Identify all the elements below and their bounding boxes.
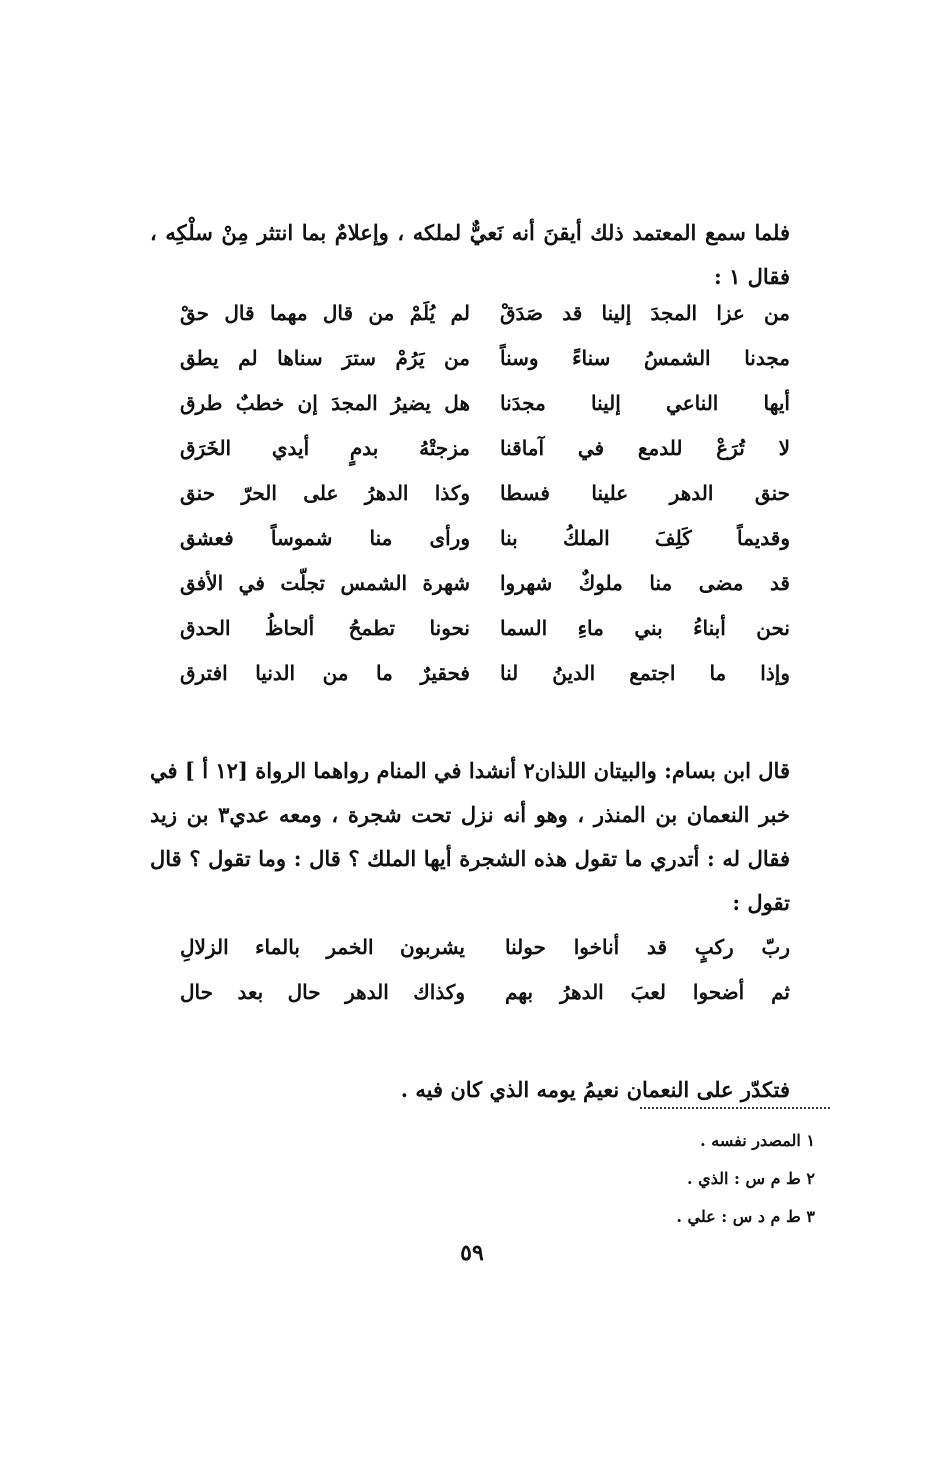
verse-second-hemistich: نحونا تطمحُ ألحاظُ الحدق bbox=[180, 615, 470, 640]
page-number: ٥٩ bbox=[460, 1240, 484, 1266]
poem-second bbox=[180, 924, 790, 1014]
poem-first bbox=[180, 290, 790, 695]
verse-second-hemistich: هل يضيرُ المجدَ إن خطبٌ طرق bbox=[180, 390, 470, 415]
verse-first-hemistich: أيها الناعي إلينا مجدَنا bbox=[500, 390, 790, 415]
verse-first-hemistich: قد مضى منا ملوكٌ شهروا bbox=[500, 570, 790, 595]
verse-second-hemistich: فحقيرٌ ما من الدنيا افترق bbox=[180, 660, 470, 685]
verse-row bbox=[180, 515, 790, 560]
verse-row bbox=[180, 425, 790, 470]
verse-row bbox=[180, 560, 790, 605]
footnote: ٢ ط م س : الذي . bbox=[687, 1169, 815, 1188]
intro-paragraph: فلما سمع المعتمد ذلك أيقنَ أنه نَعيٌّ لملكه ، وإعلامٌ بما انتثر مِنْ سلْكِه ، فقال ١ : bbox=[150, 220, 790, 289]
narrative-paragraph: قال ابن بسام: والبيتان اللذان٢ أنشدا في المنام رواهما الرواة [١٢ أ ] في خبر النعمان بن المنذر ، وهو أنه نزل تحت شجرة ، ومعه عدي٣ بن زيد فقال له : أتدري ما تقول هذه الشجرة أيها الملك ؟ قال : وما تقول ؟ قال تقول : bbox=[150, 758, 790, 915]
closing-sentence: فتكدّر على النعمان نعيمُ يومه الذي كان فيه . bbox=[400, 1077, 790, 1102]
verse-row bbox=[180, 969, 790, 1014]
verse-row bbox=[180, 650, 790, 695]
verse-row bbox=[180, 470, 790, 515]
verse-second-hemistich: وكذاك الدهر حال بعد حال bbox=[180, 979, 465, 1004]
verse-row bbox=[180, 380, 790, 425]
verse-row bbox=[180, 924, 790, 969]
verse-first-hemistich: وإذا ما اجتمع الدينُ لنا bbox=[500, 660, 790, 685]
verse-first-hemistich: نحن أبناءُ بني ماءِ السما bbox=[500, 615, 790, 640]
verse-first-hemistich: لا تُرَعْ للدمع في آماقنا bbox=[500, 435, 790, 460]
verse-second-hemistich: مزجتْهُ بدمٍ أيدي الخَرَق bbox=[180, 435, 470, 460]
verse-row bbox=[180, 605, 790, 650]
verse-second-hemistich: شهرة الشمس تجلّت في الأفق bbox=[180, 570, 470, 595]
verse-first-hemistich: حنق الدهر علينا فسطا bbox=[500, 480, 790, 505]
verse-first-hemistich: مجدنا الشمسُ سناءً وسناً bbox=[500, 345, 790, 370]
footnote-divider bbox=[640, 1107, 830, 1109]
verse-second-hemistich: يشربون الخمر بالماء الزلالِ bbox=[180, 934, 465, 959]
verse-second-hemistich: ورأى منا شموساً فعشق bbox=[180, 525, 470, 550]
footnote: ٣ ط م د س : علي . bbox=[676, 1207, 815, 1226]
verse-row bbox=[180, 290, 790, 335]
verse-second-hemistich: لم يُلَمْ من قال مهما قال حقْ bbox=[180, 300, 470, 325]
verse-second-hemistich: من يَرُمْ سترَ سناها لم يطق bbox=[180, 345, 470, 370]
footnote: ١ المصدر نفسه . bbox=[700, 1131, 815, 1150]
verse-first-hemistich: وقديماً كَلِفَ الملكُ بنا bbox=[500, 525, 790, 550]
verse-first-hemistich: ربّ ركبٍ قد أناخوا حولنا bbox=[505, 934, 790, 959]
verse-second-hemistich: وكذا الدهرُ على الحرّ حنق bbox=[180, 480, 470, 505]
verse-row bbox=[180, 335, 790, 380]
verse-first-hemistich: من عزا المجدَ إلينا قد صَدَقْ bbox=[500, 300, 790, 325]
footnotes bbox=[500, 1122, 815, 1236]
verse-first-hemistich: ثم أضحوا لعبَ الدهرُ بهم bbox=[505, 979, 790, 1004]
